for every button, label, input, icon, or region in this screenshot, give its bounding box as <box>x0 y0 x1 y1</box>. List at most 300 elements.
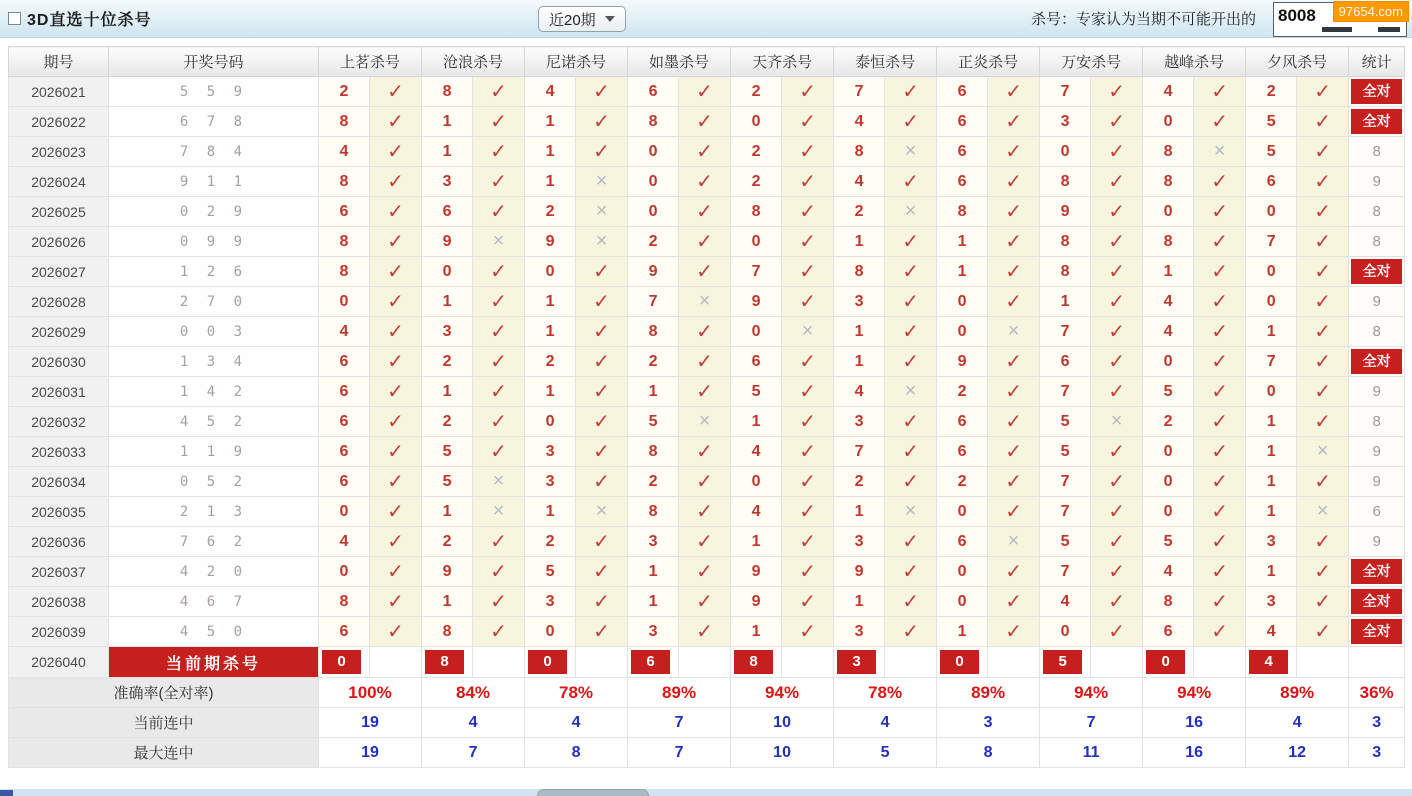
period-range-select[interactable] <box>538 6 626 32</box>
kill-digit: 2 <box>834 197 885 227</box>
kill-digit: 6 <box>937 437 988 467</box>
kill-digit: 9 <box>628 257 679 287</box>
kill-digit: 6 <box>319 197 370 227</box>
stat-cell <box>1349 347 1405 377</box>
check-mark-icon: ✓ <box>679 257 731 287</box>
kill-digit: 1 <box>422 137 473 167</box>
check-mark-icon: ✓ <box>1297 377 1349 407</box>
footer-value: 3 <box>937 708 1040 738</box>
kill-digit: 6 <box>937 107 988 137</box>
check-mark-icon: ✓ <box>370 347 422 377</box>
cross-mark-icon: × <box>1297 497 1349 527</box>
kill-digit: 8 <box>937 197 988 227</box>
check-mark-icon: ✓ <box>988 347 1040 377</box>
cross-mark-icon: × <box>782 317 834 347</box>
stat-cell: 6 <box>1349 497 1405 527</box>
winning-numbers: 1 1 9 <box>109 437 319 467</box>
column-header-expert: 上茗杀号 <box>319 47 422 77</box>
check-mark-icon: ✓ <box>1297 407 1349 437</box>
footer-label: 当前连中 <box>9 708 319 738</box>
check-mark-icon: ✓ <box>576 527 628 557</box>
footer-row <box>9 678 1405 708</box>
kill-digit: 8 <box>834 257 885 287</box>
kill-digit: 3 <box>525 467 576 497</box>
check-mark-icon: ✓ <box>679 197 731 227</box>
kill-digit: 4 <box>1143 557 1194 587</box>
check-mark-icon: ✓ <box>1194 437 1246 467</box>
check-mark-icon: ✓ <box>473 317 525 347</box>
check-mark-icon: ✓ <box>679 77 731 107</box>
check-mark-icon: ✓ <box>1297 347 1349 377</box>
check-mark-icon: ✓ <box>988 107 1040 137</box>
check-mark-icon: ✓ <box>988 227 1040 257</box>
period-cell: 2026027 <box>9 257 109 287</box>
footer-value: 5 <box>834 738 937 768</box>
period-cell: 2026035 <box>9 497 109 527</box>
kill-digit: 8 <box>319 227 370 257</box>
footer-value: 10 <box>731 708 834 738</box>
check-mark-icon: ✓ <box>1091 377 1143 407</box>
check-mark-icon: ✓ <box>473 257 525 287</box>
check-mark-icon: ✓ <box>370 257 422 287</box>
stat-cell: 8 <box>1349 407 1405 437</box>
stat-cell: 9 <box>1349 287 1405 317</box>
kill-digit: 8 <box>628 497 679 527</box>
cross-mark-icon: × <box>1297 437 1349 467</box>
footer-value: 7 <box>628 708 731 738</box>
kill-digit: 6 <box>937 167 988 197</box>
cross-mark-icon: × <box>885 377 937 407</box>
kill-digit: 0 <box>937 587 988 617</box>
table-row <box>9 77 1405 107</box>
kill-digit: 1 <box>937 227 988 257</box>
kill-digit: 1 <box>525 167 576 197</box>
kill-digit: 1 <box>422 587 473 617</box>
kill-digit: 4 <box>834 167 885 197</box>
all-correct-badge: 全对 <box>1351 79 1402 104</box>
kill-digit: 4 <box>834 107 885 137</box>
kill-number-table <box>8 46 1405 768</box>
kill-digit: 0 <box>1143 107 1194 137</box>
kill-digit: 6 <box>937 407 988 437</box>
footer-value: 7 <box>1040 708 1143 738</box>
kill-digit: 7 <box>731 257 782 287</box>
table-row <box>9 437 1405 467</box>
check-mark-icon: ✓ <box>370 407 422 437</box>
stat-cell <box>1349 77 1405 107</box>
current-kill-banner: 当前期杀号 <box>109 647 319 678</box>
kill-digit: 5 <box>731 377 782 407</box>
kill-digit: 4 <box>731 497 782 527</box>
current-kill-badge: 5 <box>1043 650 1082 674</box>
kill-digit: 0 <box>937 317 988 347</box>
kill-digit: 3 <box>525 437 576 467</box>
kill-digit: 0 <box>731 467 782 497</box>
winning-numbers: 1 4 2 <box>109 377 319 407</box>
check-mark-icon: ✓ <box>1194 557 1246 587</box>
page-title: 3D直选十位杀号 <box>27 12 152 29</box>
kill-digit: 2 <box>628 467 679 497</box>
check-mark-icon: ✓ <box>782 407 834 437</box>
check-mark-icon: ✓ <box>988 467 1040 497</box>
footer-value: 94% <box>731 678 834 708</box>
kill-digit: 7 <box>1246 227 1297 257</box>
check-mark-icon: ✓ <box>1297 227 1349 257</box>
bottom-strip <box>0 789 1412 796</box>
kill-digit: 0 <box>319 287 370 317</box>
check-mark-icon: ✓ <box>1091 317 1143 347</box>
check-mark-icon: ✓ <box>576 347 628 377</box>
kill-digit: 2 <box>422 407 473 437</box>
kill-digit: 3 <box>525 587 576 617</box>
check-mark-icon: ✓ <box>782 377 834 407</box>
range-select-value: 近20期 <box>549 11 596 29</box>
kill-digit: 6 <box>937 77 988 107</box>
check-mark-icon: ✓ <box>782 77 834 107</box>
header-row <box>9 47 1405 77</box>
kill-digit: 0 <box>628 167 679 197</box>
kill-digit: 8 <box>319 167 370 197</box>
kill-digit: 6 <box>1246 167 1297 197</box>
check-mark-icon: ✓ <box>1194 317 1246 347</box>
kill-digit: 4 <box>319 317 370 347</box>
winning-numbers: 2 1 3 <box>109 497 319 527</box>
check-mark-icon: ✓ <box>885 257 937 287</box>
check-mark-icon: ✓ <box>473 617 525 647</box>
kill-digit: 0 <box>525 617 576 647</box>
footer-value: 4 <box>422 708 525 738</box>
winning-numbers: 7 8 4 <box>109 137 319 167</box>
column-header-expert: 万安杀号 <box>1040 47 1143 77</box>
check-mark-icon: ✓ <box>576 467 628 497</box>
kill-digit: 8 <box>319 257 370 287</box>
kill-digit: 4 <box>731 437 782 467</box>
kill-digit: 0 <box>937 287 988 317</box>
kill-digit: 6 <box>731 347 782 377</box>
kill-digit: 1 <box>1143 257 1194 287</box>
empty-cell <box>1297 647 1349 678</box>
stat-cell: 9 <box>1349 527 1405 557</box>
check-mark-icon: ✓ <box>370 467 422 497</box>
kill-digit: 3 <box>834 527 885 557</box>
kill-digit: 2 <box>834 467 885 497</box>
check-mark-icon: ✓ <box>1194 617 1246 647</box>
check-mark-icon: ✓ <box>782 467 834 497</box>
check-mark-icon: ✓ <box>473 137 525 167</box>
all-correct-badge: 全对 <box>1351 589 1402 614</box>
check-mark-icon: ✓ <box>473 167 525 197</box>
check-mark-icon: ✓ <box>576 257 628 287</box>
check-mark-icon: ✓ <box>1297 77 1349 107</box>
check-mark-icon: ✓ <box>885 617 937 647</box>
kill-digit: 0 <box>525 257 576 287</box>
footer-value: 7 <box>422 738 525 768</box>
check-mark-icon: ✓ <box>782 527 834 557</box>
kill-digit: 9 <box>731 557 782 587</box>
kill-digit: 9 <box>731 287 782 317</box>
footer-row <box>9 738 1405 768</box>
table-row <box>9 377 1405 407</box>
kill-digit: 1 <box>422 377 473 407</box>
table-row <box>9 497 1405 527</box>
check-mark-icon: ✓ <box>576 587 628 617</box>
kill-digit: 1 <box>937 257 988 287</box>
kill-digit: 9 <box>1040 197 1091 227</box>
cross-mark-icon: × <box>885 497 937 527</box>
cross-mark-icon: × <box>1194 137 1246 167</box>
check-mark-icon: ✓ <box>679 317 731 347</box>
covered-content-dash <box>1322 27 1352 32</box>
check-mark-icon: ✓ <box>370 587 422 617</box>
check-mark-icon: ✓ <box>1091 77 1143 107</box>
stat-cell <box>1349 617 1405 647</box>
kill-digit: 1 <box>834 587 885 617</box>
kill-digit: 5 <box>1246 107 1297 137</box>
kill-digit: 1 <box>422 107 473 137</box>
winning-numbers: 0 2 9 <box>109 197 319 227</box>
kill-digit: 1 <box>731 527 782 557</box>
kill-digit: 1 <box>1246 467 1297 497</box>
kill-digit: 4 <box>319 527 370 557</box>
kill-digit: 1 <box>525 497 576 527</box>
kill-digit: 8 <box>1040 257 1091 287</box>
table-row <box>9 167 1405 197</box>
check-mark-icon: ✓ <box>1297 167 1349 197</box>
kill-digit: 8 <box>1143 167 1194 197</box>
kill-digit: 1 <box>422 287 473 317</box>
kill-digit: 9 <box>422 557 473 587</box>
stat-cell: 8 <box>1349 137 1405 167</box>
kill-digit: 2 <box>628 347 679 377</box>
check-mark-icon: ✓ <box>370 287 422 317</box>
kill-digit: 1 <box>937 617 988 647</box>
period-cell: 2026040 <box>9 647 109 678</box>
all-correct-badge: 全对 <box>1351 259 1402 284</box>
corner-chip <box>0 790 13 796</box>
kill-digit: 1 <box>525 137 576 167</box>
cross-mark-icon: × <box>473 227 525 257</box>
check-mark-icon: ✓ <box>1194 407 1246 437</box>
stat-cell <box>1349 587 1405 617</box>
check-mark-icon: ✓ <box>1091 137 1143 167</box>
kill-digit: 6 <box>319 467 370 497</box>
check-mark-icon: ✓ <box>885 437 937 467</box>
kill-digit: 0 <box>1143 437 1194 467</box>
kill-digit: 0 <box>1246 197 1297 227</box>
cross-mark-icon: × <box>988 527 1040 557</box>
kill-digit: 8 <box>628 107 679 137</box>
all-correct-badge: 全对 <box>1351 619 1402 644</box>
check-mark-icon: ✓ <box>1091 557 1143 587</box>
check-mark-icon: ✓ <box>782 107 834 137</box>
check-mark-icon: ✓ <box>1091 617 1143 647</box>
kill-digit: 2 <box>628 227 679 257</box>
footer-value: 10 <box>731 738 834 768</box>
winning-numbers: 1 2 6 <box>109 257 319 287</box>
column-header-expert: 沧浪杀号 <box>422 47 525 77</box>
check-mark-icon: ✓ <box>1297 137 1349 167</box>
check-mark-icon: ✓ <box>1091 107 1143 137</box>
check-mark-icon: ✓ <box>1091 497 1143 527</box>
check-mark-icon: ✓ <box>679 107 731 137</box>
table-row <box>9 347 1405 377</box>
kill-digit: 5 <box>1040 407 1091 437</box>
kill-digit: 9 <box>422 227 473 257</box>
check-mark-icon: ✓ <box>1091 257 1143 287</box>
kill-digit: 6 <box>628 77 679 107</box>
kill-digit: 2 <box>937 377 988 407</box>
kill-digit: 2 <box>525 527 576 557</box>
check-mark-icon: ✓ <box>679 137 731 167</box>
footer-value: 84% <box>422 678 525 708</box>
footer-value: 78% <box>525 678 628 708</box>
check-mark-icon: ✓ <box>885 347 937 377</box>
table-row <box>9 557 1405 587</box>
check-mark-icon: ✓ <box>576 77 628 107</box>
check-mark-icon: ✓ <box>473 287 525 317</box>
check-mark-icon: ✓ <box>679 557 731 587</box>
check-mark-icon: ✓ <box>473 377 525 407</box>
check-mark-icon: ✓ <box>576 317 628 347</box>
winning-numbers: 4 6 7 <box>109 587 319 617</box>
check-mark-icon: ✓ <box>679 497 731 527</box>
footer-value: 89% <box>937 678 1040 708</box>
current-kill-badge: 8 <box>734 650 773 674</box>
kill-digit: 8 <box>319 587 370 617</box>
kill-digit: 7 <box>834 437 885 467</box>
kill-digit: 4 <box>1143 77 1194 107</box>
check-mark-icon: ✓ <box>370 77 422 107</box>
winning-numbers: 9 1 1 <box>109 167 319 197</box>
empty-cell <box>679 647 731 678</box>
kill-digit: 0 <box>1246 377 1297 407</box>
check-mark-icon: ✓ <box>370 317 422 347</box>
period-cell: 2026034 <box>9 467 109 497</box>
kill-digit: 3 <box>422 317 473 347</box>
kill-digit: 6 <box>937 137 988 167</box>
current-kill-digit <box>422 647 473 678</box>
watermark-domain: 97654.com <box>1333 1 1409 22</box>
kill-digit: 0 <box>1143 197 1194 227</box>
check-mark-icon: ✓ <box>988 77 1040 107</box>
partial-button[interactable] <box>537 789 649 796</box>
kill-digit: 8 <box>628 317 679 347</box>
check-mark-icon: ✓ <box>988 557 1040 587</box>
current-period-row <box>9 647 1405 678</box>
kill-digit: 3 <box>834 617 885 647</box>
kill-digit: 4 <box>1246 617 1297 647</box>
winning-numbers: 0 0 3 <box>109 317 319 347</box>
check-mark-icon: ✓ <box>679 467 731 497</box>
kill-digit: 1 <box>731 617 782 647</box>
column-header-expert: 泰恒杀号 <box>834 47 937 77</box>
table-row <box>9 197 1405 227</box>
kill-digit: 9 <box>937 347 988 377</box>
kill-digit: 3 <box>834 287 885 317</box>
kill-digit: 3 <box>1246 587 1297 617</box>
table-row <box>9 107 1405 137</box>
kill-digit: 8 <box>319 107 370 137</box>
check-mark-icon: ✓ <box>370 137 422 167</box>
kill-digit: 1 <box>834 317 885 347</box>
winning-numbers: 1 3 4 <box>109 347 319 377</box>
check-mark-icon: ✓ <box>679 227 731 257</box>
check-mark-icon: ✓ <box>473 347 525 377</box>
check-mark-icon: ✓ <box>1194 167 1246 197</box>
check-mark-icon: ✓ <box>988 497 1040 527</box>
check-mark-icon: ✓ <box>679 437 731 467</box>
cross-mark-icon: × <box>679 287 731 317</box>
kill-digit: 0 <box>937 557 988 587</box>
check-mark-icon: ✓ <box>1297 527 1349 557</box>
kill-digit: 5 <box>1040 527 1091 557</box>
check-mark-icon: ✓ <box>1194 527 1246 557</box>
covered-content-dash <box>1378 27 1400 32</box>
footer-value: 12 <box>1246 738 1349 768</box>
kill-digit: 1 <box>628 587 679 617</box>
kill-digit: 1 <box>628 557 679 587</box>
chevron-down-icon <box>605 16 615 22</box>
kill-digit: 2 <box>731 167 782 197</box>
period-cell: 2026028 <box>9 287 109 317</box>
footer-value: 16 <box>1143 708 1246 738</box>
kill-digit: 4 <box>1143 317 1194 347</box>
title-checkbox[interactable] <box>8 12 21 25</box>
period-cell: 2026024 <box>9 167 109 197</box>
kill-digit: 1 <box>1246 557 1297 587</box>
check-mark-icon: ✓ <box>576 107 628 137</box>
check-mark-icon: ✓ <box>473 197 525 227</box>
check-mark-icon: ✓ <box>1091 287 1143 317</box>
kill-digit: 7 <box>1040 377 1091 407</box>
footer-value: 19 <box>319 738 422 768</box>
kill-digit: 2 <box>937 467 988 497</box>
current-kill-badge: 0 <box>528 650 567 674</box>
cross-mark-icon: × <box>473 497 525 527</box>
current-kill-badge: 3 <box>837 650 876 674</box>
kill-digit: 6 <box>319 617 370 647</box>
check-mark-icon: ✓ <box>885 287 937 317</box>
footer-row <box>9 708 1405 738</box>
check-mark-icon: ✓ <box>1194 77 1246 107</box>
column-header-numbers: 开奖号码 <box>109 47 319 77</box>
stat-cell: 9 <box>1349 167 1405 197</box>
check-mark-icon: ✓ <box>1194 377 1246 407</box>
check-mark-icon: ✓ <box>679 527 731 557</box>
kill-digit: 1 <box>628 377 679 407</box>
table-row <box>9 137 1405 167</box>
all-correct-badge: 全对 <box>1351 559 1402 584</box>
cross-mark-icon: × <box>1091 407 1143 437</box>
winning-numbers: 6 7 8 <box>109 107 319 137</box>
check-mark-icon: ✓ <box>1194 287 1246 317</box>
current-kill-badge: 0 <box>940 650 979 674</box>
winning-numbers: 4 2 0 <box>109 557 319 587</box>
top-toolbar <box>0 0 1412 38</box>
check-mark-icon: ✓ <box>1297 617 1349 647</box>
kill-digit: 8 <box>1040 227 1091 257</box>
watermark-number: 8008 <box>1278 6 1316 25</box>
period-cell: 2026037 <box>9 557 109 587</box>
check-mark-icon: ✓ <box>1091 587 1143 617</box>
kill-digit: 0 <box>319 497 370 527</box>
kill-digit: 6 <box>1143 617 1194 647</box>
current-kill-digit <box>1246 647 1297 678</box>
check-mark-icon: ✓ <box>782 227 834 257</box>
kill-digit: 4 <box>1143 287 1194 317</box>
kill-digit: 8 <box>1040 167 1091 197</box>
kill-digit: 4 <box>834 377 885 407</box>
